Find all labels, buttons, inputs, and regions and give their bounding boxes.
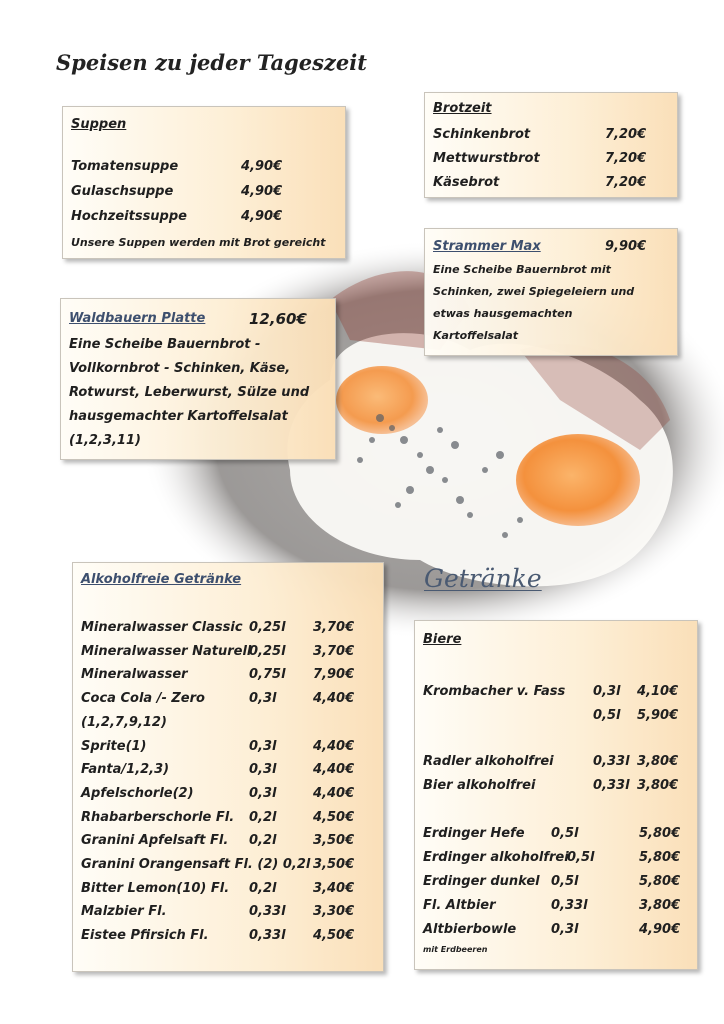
item-name: Mettwurstbrot [433, 151, 540, 166]
item-size: 0,3l [249, 739, 277, 754]
item-price: 7,20€ [605, 127, 647, 142]
strammer-max-price: 9,90€ [605, 239, 647, 254]
item-name: Coca Cola /- Zero [81, 691, 205, 706]
item-name: Rhabarberschorle Fl. [81, 810, 235, 825]
item-price: 5,80€ [639, 826, 681, 841]
item-size: 0,3l [249, 762, 277, 777]
item-size: 0,3l [593, 684, 621, 699]
item-price: 3,70€ [313, 620, 355, 635]
item-price: 4,40€ [313, 762, 355, 777]
item-price: 4,40€ [313, 739, 355, 754]
description-line: (1,2,3,11) [69, 433, 141, 448]
item-name: Tomatensuppe [71, 159, 179, 174]
item-name: Krombacher v. Fass [423, 684, 566, 699]
item-name: Granini Orangensaft Fl. (2) 0,2l [81, 857, 311, 872]
item-name: Hochzeitssuppe [71, 209, 187, 224]
item-size: 0,5l [551, 826, 579, 841]
item-price: 4,90€ [639, 922, 681, 937]
item-price: 3,40€ [313, 881, 355, 896]
description-line: Eine Scheibe Bauernbrot - [69, 337, 261, 352]
item-size: 0,3l [551, 922, 579, 937]
item-name: Erdinger alkoholfrei [423, 850, 569, 865]
item-price: 4,50€ [313, 928, 355, 943]
waldbauern-price: 12,60€ [249, 310, 307, 328]
description-line: Vollkornbrot - Schinken, Käse, [69, 361, 291, 376]
item-price: 4,90€ [241, 184, 283, 199]
item-name: Granini Apfelsaft Fl. [81, 833, 229, 848]
suppen-note: Unsere Suppen werden mit Brot gereicht [71, 236, 326, 249]
waldbauern-box [60, 298, 336, 460]
suppen-title: Suppen [71, 117, 127, 132]
item-name: Malzbier Fl. [81, 904, 167, 919]
item-size: 0,3l [249, 691, 277, 706]
item-name: Fanta/1,2,3) [81, 762, 170, 777]
item-price: 7,90€ [313, 667, 355, 682]
biere-note: mit Erdbeeren [423, 945, 488, 954]
item-name: Sprite(1) [81, 739, 147, 754]
description-line: Schinken, zwei Spiegeleiern und [433, 285, 635, 298]
description-line: etwas hausgemachten [433, 307, 573, 320]
item-price: 4,40€ [313, 691, 355, 706]
item-size: 0,5l [551, 874, 579, 889]
item-size: 0,2l [249, 833, 277, 848]
item-size: 0,2l [249, 881, 277, 896]
item-name: Erdinger Hefe [423, 826, 525, 841]
drinks-heading: Getränke [424, 564, 542, 593]
item-name: Mineralwasser [81, 667, 188, 682]
description-line: Eine Scheibe Bauernbrot mit [433, 263, 611, 276]
item-price: 3,80€ [639, 898, 681, 913]
item-price: 5,90€ [637, 708, 679, 723]
item-price: 4,50€ [313, 810, 355, 825]
alkoholfrei-box [72, 562, 384, 972]
item-price: 3,30€ [313, 904, 355, 919]
menu-item [71, 209, 187, 224]
item-price: 3,80€ [637, 778, 679, 793]
item-size: 0,5l [567, 850, 595, 865]
item-name: Schinkenbrot [433, 127, 531, 142]
menu-item [71, 184, 173, 199]
biere-title: Biere [423, 632, 462, 647]
item-price: 3,50€ [313, 833, 355, 848]
item-name: Bitter Lemon(10) Fl. [81, 881, 230, 896]
item-name: Apfelschorle(2) [81, 786, 194, 801]
menu-item [71, 159, 178, 174]
brotzeit-title: Brotzeit [433, 101, 492, 116]
item-price: 7,20€ [605, 151, 647, 166]
brotzeit-box [424, 92, 678, 198]
description-line: Kartoffelsalat [433, 329, 518, 342]
item-size: 0,3l [249, 786, 277, 801]
item-name: Altbierbowle [423, 922, 517, 937]
item-name: Fl. Altbier [423, 898, 496, 913]
item-size: 0,33l [593, 778, 630, 793]
item-price: 3,70€ [313, 644, 355, 659]
item-size: 0,33l [249, 904, 286, 919]
strammer-max-box [424, 228, 678, 356]
item-name: Mineralwasser Naturell [81, 644, 252, 659]
suppen-box [62, 106, 346, 259]
item-size: 0,5l [593, 708, 621, 723]
item-price: 5,80€ [639, 850, 681, 865]
item-price: 4,90€ [241, 209, 283, 224]
biere-box [414, 620, 698, 970]
item-size: 0,25l [249, 644, 286, 659]
item-name: Mineralwasser Classic [81, 620, 243, 635]
item-size: 0,25l [249, 620, 286, 635]
alkoholfrei-title: Alkoholfreie Getränke [81, 572, 242, 587]
description-line: Rotwurst, Leberwurst, Sülze und [69, 385, 310, 400]
item-price: 7,20€ [605, 175, 647, 190]
item-name: Bier alkoholfrei [423, 778, 536, 793]
item-size: 0,2l [249, 810, 277, 825]
item-size: 0,33l [551, 898, 588, 913]
item-price: 4,40€ [313, 786, 355, 801]
item-name: Radler alkoholfrei [423, 754, 554, 769]
item-name: Erdinger dunkel [423, 874, 540, 889]
description-line: hausgemachter Kartoffelsalat [69, 409, 288, 424]
item-price: 4,10€ [637, 684, 679, 699]
item-name: Eistee Pfirsich Fl. [81, 928, 209, 943]
item-price: 3,50€ [313, 857, 355, 872]
item-size: 0,75l [249, 667, 286, 682]
item-price: 3,80€ [637, 754, 679, 769]
strammer-max-title: Strammer Max [433, 239, 541, 254]
item-name: Gulaschsuppe [71, 184, 174, 199]
waldbauern-title: Waldbauern Platte [69, 311, 206, 326]
item-name: Käsebrot [433, 175, 500, 190]
page-title: Speisen zu jeder Tageszeit [56, 50, 367, 75]
item-price: 4,90€ [241, 159, 283, 174]
item-price: 5,80€ [639, 874, 681, 889]
item-size: 0,33l [593, 754, 630, 769]
item-size: 0,33l [249, 928, 286, 943]
item-name: (1,2,7,9,12) [81, 715, 167, 730]
